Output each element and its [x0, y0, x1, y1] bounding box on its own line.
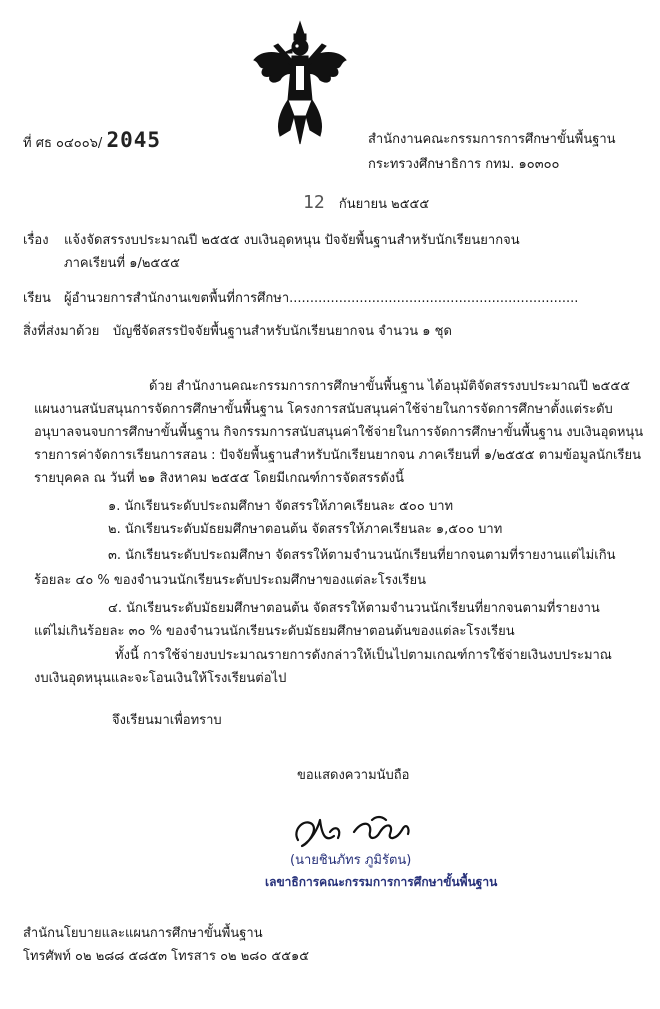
handwritten-signature — [290, 810, 430, 858]
body-paragraph-2-line: งบเงินอุดหนุนและจะโอนเงินให้โรงเรียนต่อไป — [34, 671, 287, 686]
recipient-text: ผู้อำนวยการสำนักงานเขตพื้นที่การศึกษา...................................................................... — [64, 291, 579, 306]
criteria-item: ๑. นักเรียนระดับประถมศึกษา จัดสรรให้ภาคเรียนละ ๕๐๐ บาท — [108, 499, 454, 514]
enclosure-text: บัญชีจัดสรรปัจจัยพื้นฐานสำหรับนักเรียนยากจน จำนวน ๑ ชุด — [113, 324, 452, 339]
document-number — [23, 128, 162, 153]
criteria-item: ๓. นักเรียนระดับประถมศึกษา จัดสรรให้ตามจำนวนนักเรียนที่ยากจนตามที่รายงานแต่ไม่เกิน — [108, 548, 616, 563]
footer-contact: โทรศัพท์ ๐๒ ๒๘๘ ๕๘๕๓ โทรสาร ๐๒ ๒๘๐ ๕๕๑๕ — [23, 949, 310, 964]
body-paragraph-1-line: รายการค่าจัดการเรียนการสอน : ปัจจัยพื้นฐานสำหรับนักเรียนยากจน ภาคเรียนที่ ๑/๒๕๕๕ ตามข้อมูลนักเรียน — [34, 448, 641, 463]
subject-line-2: ภาคเรียนที่ ๑/๒๕๕๕ — [64, 256, 180, 271]
signer-name: (นายชินภัทร ภูมิรัตน) — [290, 853, 412, 868]
criteria-item-continuation: แต่ไม่เกินร้อยละ ๓๐ % ของจำนวนนักเรียนระดับมัธยมศึกษาตอนต้นของแต่ละโรงเรียน — [34, 624, 515, 639]
body-paragraph-2-line: ทั้งนี้ การใช้จ่ายงบประมาณรายการดังกล่าวให้เป็นไปตามเกณฑ์การใช้จ่ายเงินงบประมาณ — [115, 648, 612, 663]
subject-line-1: แจ้งจัดสรรงบประมาณปี ๒๕๕๕ งบเงินอุดหนุน ปัจจัยพื้นฐานสำหรับนักเรียนยากจน — [64, 233, 520, 248]
body-paragraph-1-line: ด้วย สำนักงานคณะกรรมการการศึกษาขั้นพื้นฐาน ได้อนุมัติจัดสรรงบประมาณปี ๒๕๕๕ — [149, 379, 631, 394]
date-day-handwritten: 12 — [303, 192, 325, 213]
body-paragraph-1-line: รายบุคคล ณ วันที่ ๒๑ สิงหาคม ๒๕๕๕ โดยมีเกณฑ์การจัดสรรดังนี้ — [34, 471, 405, 486]
subject-label: เรื่อง — [23, 233, 49, 248]
closing-request: จึงเรียนมาเพื่อทราบ — [112, 713, 222, 728]
body-paragraph-1-line: อนุบาลจนจบการศึกษาขั้นพื้นฐาน กิจกรรมการสนับสนุนค่าใช้จ่ายในการจัดการศึกษาขั้นพื้นฐาน งบเงินอุดหนุน — [34, 425, 644, 440]
footer-office: สำนักนโยบายและแผนการศึกษาขั้นพื้นฐาน — [23, 926, 263, 941]
document-number-prefix: ที่ ศธ ๐๔๐๐๖/ — [23, 136, 103, 151]
body-paragraph-1-line: แผนงานสนับสนุนการจัดการศึกษาขั้นพื้นฐาน โครงการสนับสนุนค่าใช้จ่ายในการจัดการศึกษาตั้งแต่ระดับ — [34, 402, 613, 417]
agency-name: สำนักงานคณะกรรมการการศึกษาขั้นพื้นฐาน — [368, 132, 616, 147]
enclosure-label: สิ่งที่ส่งมาด้วย — [23, 324, 100, 339]
date-month-year: กันยายน ๒๕๕๕ — [338, 197, 430, 212]
letter-date — [303, 194, 429, 214]
garuda-emblem-icon — [250, 20, 350, 150]
criteria-item: ๒. นักเรียนระดับมัธยมศึกษาตอนต้น จัดสรรให้ภาคเรียนละ ๑,๕๐๐ บาท — [108, 522, 503, 537]
criteria-item: ๔. นักเรียนระดับมัธยมศึกษาตอนต้น จัดสรรให้ตามจำนวนนักเรียนที่ยากจนตามที่รายงาน — [108, 601, 600, 616]
document-number-handwritten: 2045 — [106, 128, 162, 152]
criteria-item-continuation: ร้อยละ ๔๐ % ของจำนวนนักเรียนระดับประถมศึกษาของแต่ละโรงเรียน — [34, 573, 426, 588]
recipient-label: เรียน — [23, 291, 51, 306]
agency-address: กระทรวงศึกษาธิการ กทม. ๑๐๓๐๐ — [368, 157, 560, 172]
closing-salutation: ขอแสดงความนับถือ — [297, 768, 410, 783]
signer-position: เลขาธิการคณะกรรมการการศึกษาขั้นพื้นฐาน — [265, 875, 498, 889]
